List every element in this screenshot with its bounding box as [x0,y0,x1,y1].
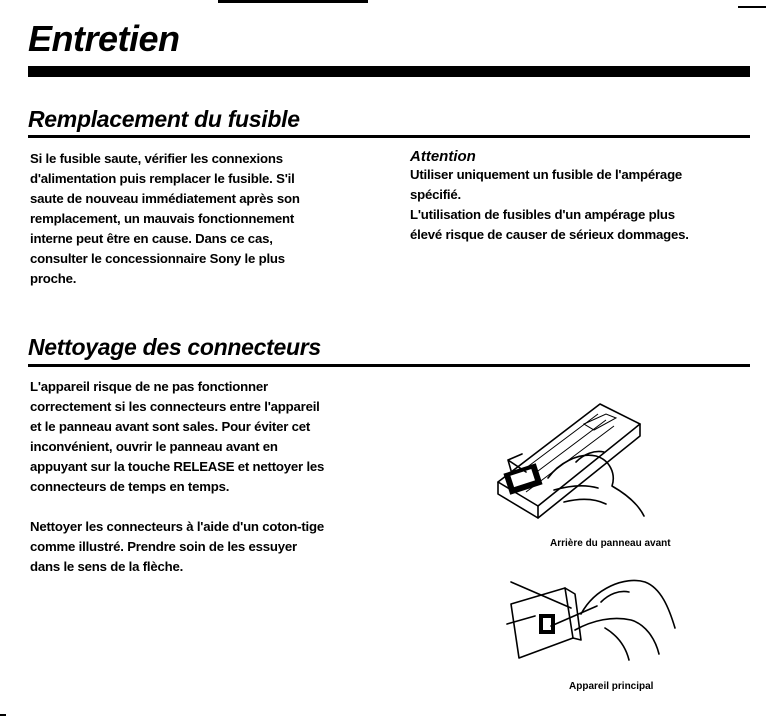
text-line: comme illustré. Prendre soin de les essuyer [30,539,297,554]
connectors-section-rule [28,364,750,367]
title-rule [28,66,750,77]
connectors-section-heading: Nettoyage des connecteurs [28,334,321,360]
fuse-section-rule [28,135,750,138]
text-line: d'alimentation puis remplacer le fusible. S'il [30,171,295,186]
attention-box [410,148,760,245]
connectors-paragraph-1 [30,377,410,497]
fuse-section-heading: Remplacement du fusible [28,106,300,132]
attention-title: Attention [410,148,476,165]
front-panel-caption: Arrière du panneau avant [550,538,671,549]
text-line: Nettoyer les connecteurs à l'aide d'un coton-tige [30,519,324,534]
main-unit-illustration [505,568,695,676]
text-line: Si le fusible saute, vérifier les connexions [30,151,283,166]
text-line: et le panneau avant sont sales. Pour éviter cet [30,419,311,434]
fuse-paragraph [30,149,390,289]
text-line: connecteurs de temps en temps. [30,479,230,494]
top-edge-mark [218,0,368,3]
text-line: consulter le concessionnaire Sony le plus [30,251,285,266]
text-line: spécifié. [410,187,461,202]
text-line: proche. [30,271,77,286]
front-panel-illustration [488,394,648,532]
text-line: Utiliser uniquement un fusible de l'ampérage [410,167,683,182]
text-line: dans le sens de la flèche. [30,559,184,574]
text-line: élevé risque de causer de sérieux dommages. [410,227,689,242]
text-line: interne peut être en cause. Dans ce cas, [30,231,273,246]
page-title: Entretien [28,18,180,59]
text-line: saute de nouveau immédiatement après son [30,191,300,206]
text-line: inconvénient, ouvrir le panneau avant en [30,439,278,454]
text-line: appuyant sur la touche RELEASE et nettoyer les [30,459,325,474]
top-right-mark [738,6,766,8]
text-line: L'appareil risque de ne pas fonctionner [30,379,268,394]
connectors-paragraph-2 [30,517,410,577]
text-line: correctement si les connecteurs entre l'appareil [30,399,320,414]
main-unit-caption: Appareil principal [569,681,654,692]
text-line: remplacement, un mauvais fonctionnement [30,211,295,226]
corner-mark [0,714,6,716]
text-line: L'utilisation de fusibles d'un ampérage plus [410,207,675,222]
